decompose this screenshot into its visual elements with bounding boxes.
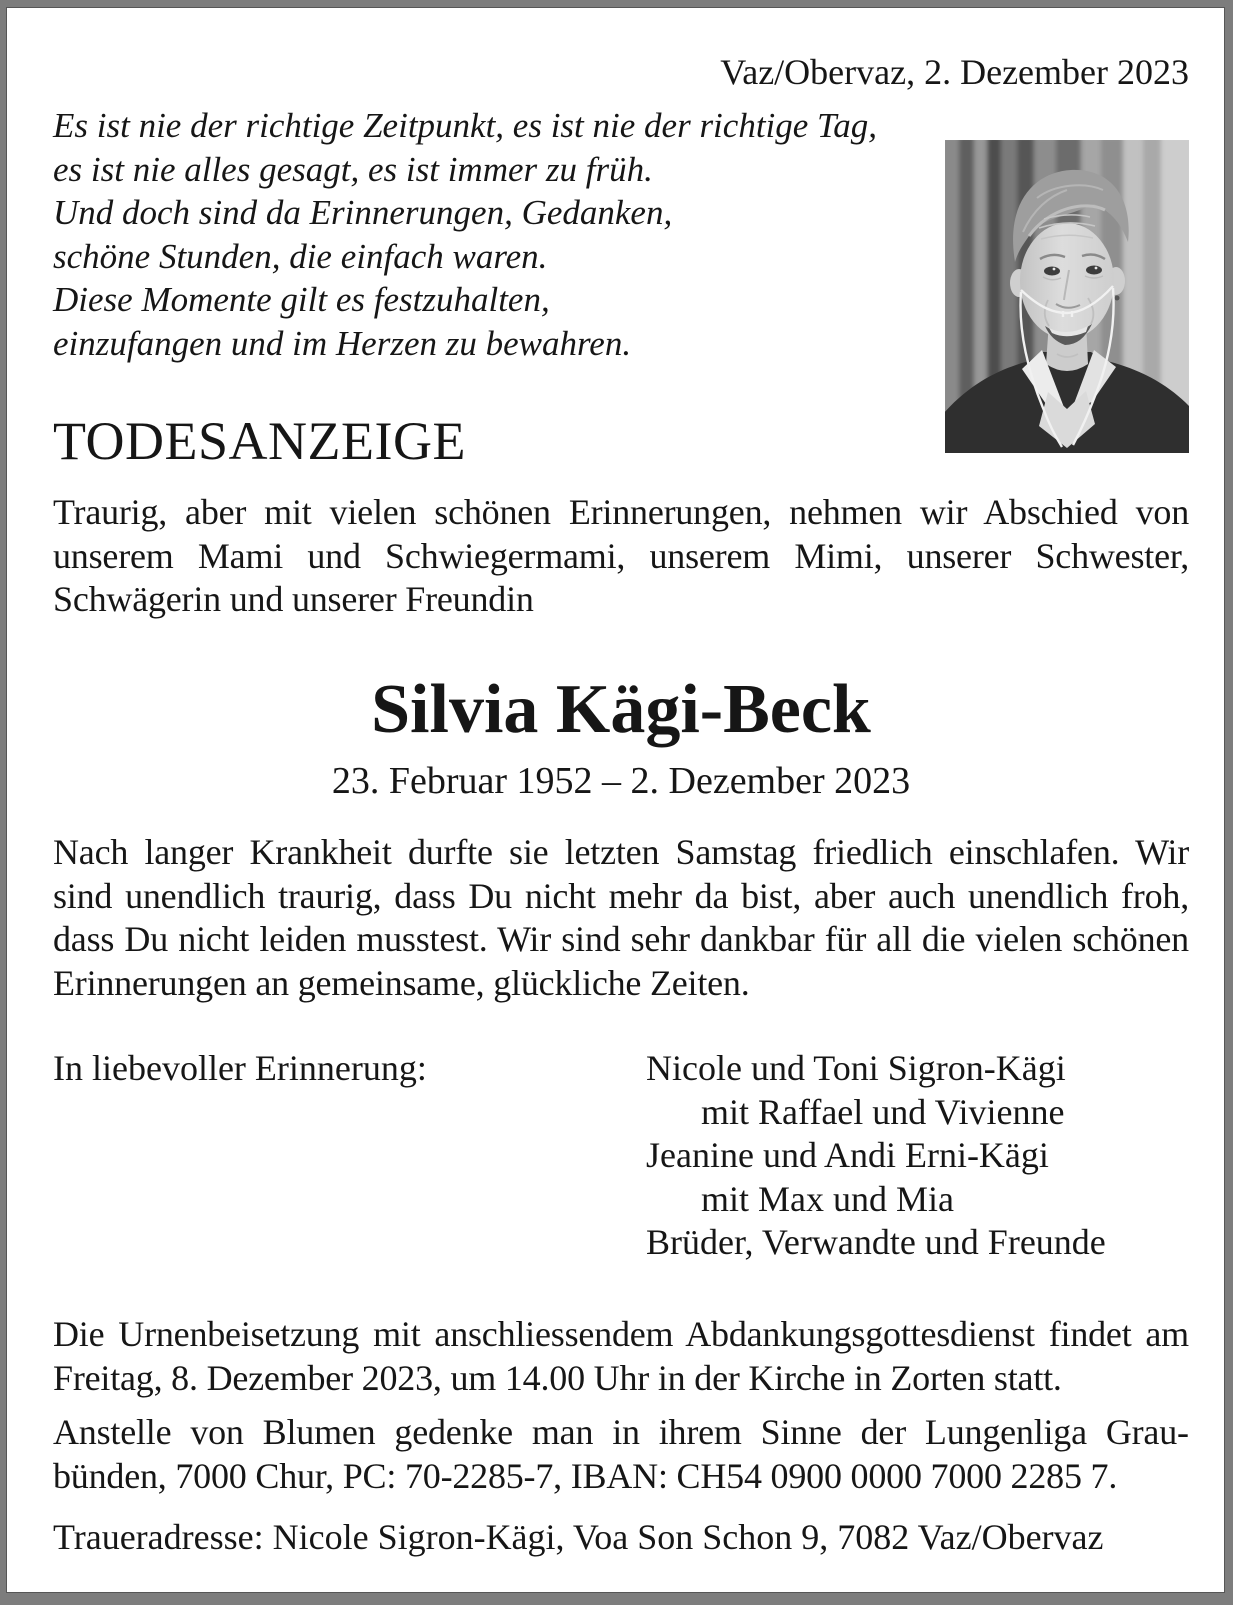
poem-line: Diese Momente gilt es festzuhalten, <box>53 280 550 319</box>
mourning-address-line: Traueradresse: Nicole Sigron-Kägi, Voa Son Schon 9, 7082 Vaz/Obervaz <box>53 1517 1104 1557</box>
obituary-heading: TODESANZEIGE <box>53 411 466 471</box>
portrait-photo-illustration <box>945 140 1189 453</box>
mourner-line: mit Max und Mia <box>701 1178 954 1219</box>
remembrance-label: In liebevoller Erinnerung: <box>53 1048 427 1088</box>
portrait-photo <box>945 140 1189 453</box>
eye-left <box>1044 267 1060 276</box>
poem-block <box>53 104 913 365</box>
remembrance-block <box>53 1047 1189 1265</box>
donation-info-paragraph: Anstelle von Blumen gedenke man in ihrem Sinne der Lungenliga Graubünden, 7000 Chur, PC: 70-2285-7, IBAN: CH54 0900 0000 7000 2285 7. <box>53 1412 1189 1496</box>
mourner-line: Jeanine und Andi Erni-Kägi <box>646 1135 1049 1175</box>
poem-line: Es ist nie der richtige Zeitpunkt, es ist nie der richtige Tag, <box>53 106 878 145</box>
poem-line: Und doch sind da Erinnerungen, Gedanken, <box>53 193 673 232</box>
obituary-page <box>6 7 1225 1593</box>
mourners-list <box>646 1047 1189 1265</box>
earring <box>1115 296 1120 301</box>
obituary-paragraph: Nach langer Krankheit durfte sie letzten Samstag friedlich einschlafen. Wir sind unendlich traurig, dass Du nicht mehr da bist, aber auch unendlich froh, dass Du nicht leiden musstest. Wir sind sehr dankbar für all die vielen schönen Erinnerungen an gemeinsame, glückliche Zeiten. <box>53 832 1189 1003</box>
mourner-line: Nicole und Toni Sigron-Kägi <box>646 1048 1066 1088</box>
eye-glint-right <box>1095 267 1098 270</box>
mourner-line: mit Raffael und Vivienne <box>701 1091 1065 1132</box>
life-dates: 23. Februar 1952 – 2. Dezember 2023 <box>331 760 911 802</box>
poem-line: schöne Stunden, die einfach waren. <box>53 236 548 276</box>
poem-line: es ist nie alles gesagt, es ist immer zu früh. <box>53 149 653 189</box>
place-date-line: Vaz/Obervaz, 2. Dezember 2023 <box>720 52 1189 92</box>
eye-right <box>1086 266 1102 275</box>
funeral-info-paragraph: Die Urnenbeisetzung mit anschliessendem Abdankungsgottesdienst findet am Freitag, 8. Dezember 2023, um 14.00 Uhr in der Kirche in Zorten statt. <box>53 1314 1189 1398</box>
mourner-line: Brüder, Verwandte und Freunde <box>646 1222 1106 1262</box>
poem-line: einzufangen und im Herzen zu bewahren. <box>53 323 632 363</box>
intro-paragraph: Traurig, aber mit vielen schönen Erinnerungen, nehmen wir Abschied von unserem Mami und Schwiegermami, unserem Mimi, unserer Schwester, Schwägerin und unserer Freundin <box>53 492 1189 619</box>
deceased-name: Silvia Kägi-Beck <box>371 671 871 748</box>
eye-glint-left <box>1053 268 1056 271</box>
